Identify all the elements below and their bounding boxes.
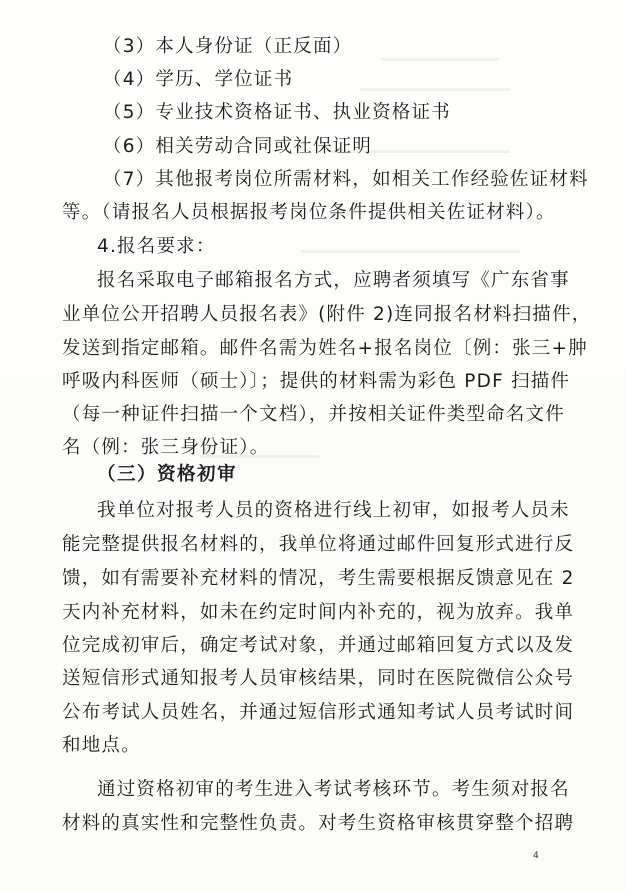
paragraph-line: 我单位对报考人员的资格进行线上初审，如报考人员未 (97, 500, 570, 521)
paragraph-line: 位完成初审后，确定考试对象，并通过邮箱回复方式以及发 (62, 635, 575, 656)
paragraph-line: 发送到指定邮箱。邮件名需为姓名+报名岗位〔例：张三+肿 (62, 338, 588, 359)
list-item-continuation: 等。（请报名人员根据报考岗位条件提供相关佐证材料）。 (62, 202, 556, 223)
bleed-through-mark (380, 58, 500, 61)
paragraph-line: 报名采取电子邮箱报名方式，应聘者须填写《广东省事 (97, 270, 570, 291)
paragraph-line: 名（例：张三身份证）。 (62, 437, 270, 458)
paragraph-line: 材料的真实性和完整性负责。对考生资格审核贯穿整个招聘 (62, 813, 575, 834)
section-heading: （三）资格初审 (97, 464, 238, 485)
page-number: 4 (533, 851, 539, 861)
section-heading: 4.报名要求： (97, 236, 216, 257)
list-item: （7）其他报考岗位所需材料，如相关工作经验佐证材料 (103, 169, 589, 190)
paragraph-line: 呼吸内科医师（硕士）〕；提供的材料需为彩色 PDF 扫描件 (62, 371, 571, 392)
list-item: （6）相关劳动合同或社保证明 (103, 136, 373, 157)
paragraph-line: 送短信形式通知报考人员审核结果，同时在医院微信公众号 (62, 668, 575, 689)
paragraph-line: 公布考试人员姓名，并通过短信形式通知考试人员考试时间 (62, 702, 575, 723)
list-item: （4）学历、学位证书 (103, 69, 294, 90)
paragraph-line: 天内补充材料，如未在约定时间内补充的，视为放弃。我单 (62, 602, 575, 623)
paragraph-line: 通过资格初审的考生进入考试考核环节。考生须对报名 (97, 779, 570, 800)
bleed-through-mark (300, 250, 520, 253)
paragraph-line: 业单位公开招聘人员报名表》(附件 2)连同报名材料扫描件， (62, 304, 592, 325)
paragraph-line: 能完整提供报名材料的，我单位将通过邮件回复形式进行反 (62, 534, 575, 555)
list-item: （3）本人身份证（正反面） (103, 36, 353, 57)
paragraph-line: 馈，如有需要补充材料的情况，考生需要根据反馈意见在 2 (62, 568, 575, 589)
list-item: （5）专业技术资格证书、执业资格证书 (103, 102, 451, 123)
bleed-through-mark (360, 88, 510, 91)
paragraph-line: 和地点。 (62, 735, 141, 756)
paragraph-line: （每一种证件扫描一个文档），并按相关证件类型命名文件 (62, 404, 565, 425)
